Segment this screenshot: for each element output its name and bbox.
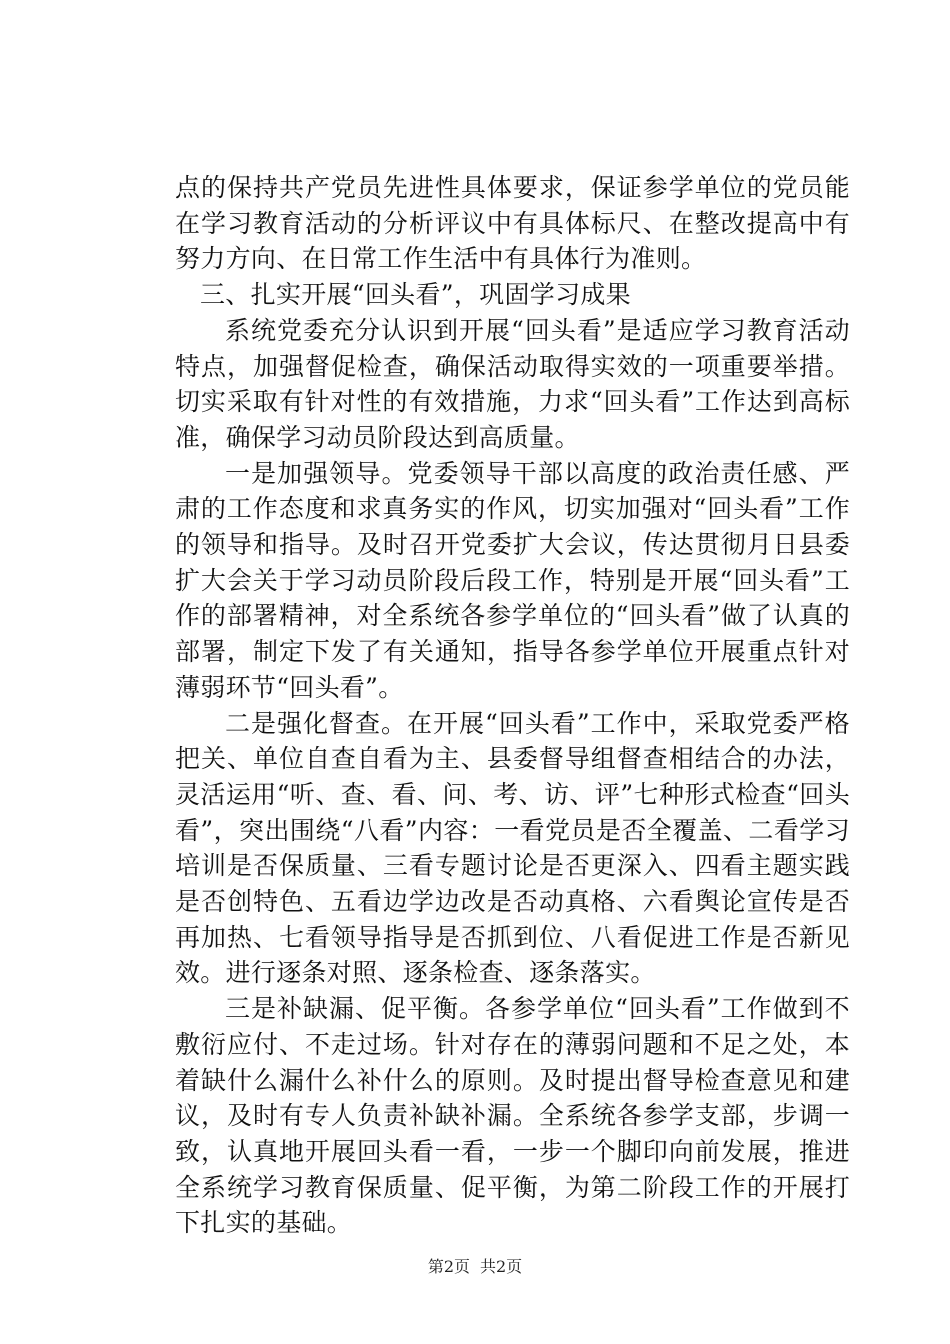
section-heading: 三、扎实开展“回头看”，巩固学习成果 <box>200 280 631 310</box>
page-number: 第2页 <box>427 1257 470 1276</box>
document-body <box>175 170 850 1241</box>
paragraph-point-three: 三是补缺漏、促平衡。各参学单位“回头看”工作做到不敷衍应付、不走过场。针对存在的薄弱问题和不足之处，本着缺什么漏什么补什么的原则。及时提出督导检查意见和建议，及时有专人负责补缺补漏。全系统各参学支部，步调一致，认真地开展回头看一看，一步一个脚印向前发展，推进全系统学习教育保质量、促平衡，为第二阶段工作的开展打下扎实的基础。 <box>175 994 850 1238</box>
paragraph-point-one: 一是加强领导。党委领导干部以高度的政治责任感、严肃的工作态度和求真务实的作风，切实加强对“回头看”工作的领导和指导。及时召开党委扩大会议，传达贯彻月日县委扩大会关于学习动员阶段后段工作，特别是开展“回头看”工作的部署精神，对全系统各参学单位的“回头看”做了认真的部署，制定下发了有关通知，指导各参学单位开展重点针对薄弱环节“回头看”。 <box>175 458 850 702</box>
page-footer <box>0 1257 950 1277</box>
paragraph-intro: 系统党委充分认识到开展“回头看”是适应学习教育活动特点，加强督促检查，确保活动取得实效的一项重要举措。切实采取有针对性的有效措施，力求“回头看”工作达到高标准，确保学习动员阶段达到高质量。 <box>175 315 850 452</box>
paragraph-continuation: 点的保持共产党员先进性具体要求，保证参学单位的党员能在学习教育活动的分析评议中有具体标尺、在整改提高中有努力方向、在日常工作生活中有具体行为准则。 <box>175 173 850 274</box>
page-total: 共2页 <box>480 1257 523 1276</box>
paragraph-point-two: 二是强化督查。在开展“回头看”工作中，采取党委严格把关、单位自查自看为主、县委督导组督查相结合的办法，灵活运用“听、查、看、问、考、访、评”七种形式检查“回头看”，突出围绕“八看”内容：一看党员是否全覆盖、二看学习培训是否保质量、三看专题讨论是否更深入、四看主题实践是否创特色、五看边学边改是否动真格、六看舆论宣传是否再加热、七看领导指导是否抓到位、八看促进工作是否新见效。进行逐条对照、逐条检查、逐条落实。 <box>175 708 850 988</box>
